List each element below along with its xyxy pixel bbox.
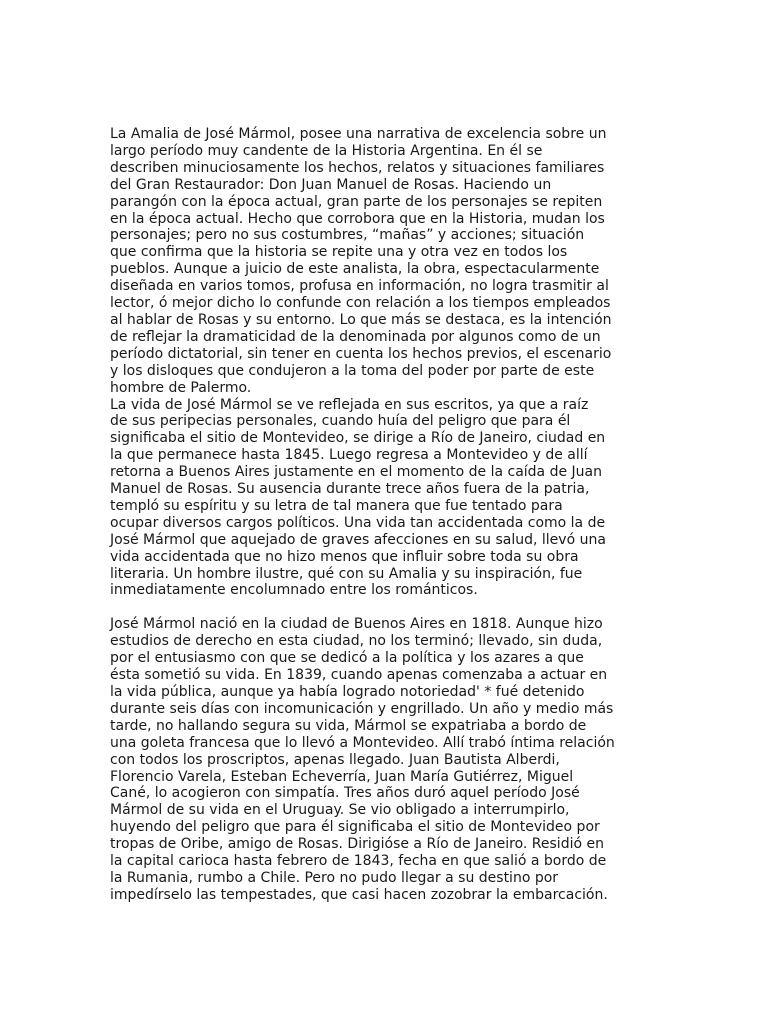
paragraph-gap: [110, 599, 658, 616]
paragraph-amalia-analysis: La Amalia de José Mármol, posee una narrativa de excelencia sobre un largo período muy candente de la Historia Argentina. En él se describen minuciosamente los hechos, relatos y situaciones familiares del Gran Restaurador: Don Juan Manuel de Rosas. Haciendo un parangón con la época actual, gran parte de los personajes se repiten en la época actual. Hecho que corrobora que en la Historia, mudan los personajes; pero no sus costumbres, “mañas” y acciones; situación que confirma que la historia se repite una y otra vez en todos los pueblos. Aunque a juicio de este analista, la obra, espectacularmente diseñada en varios tomos, profusa en información, no logra trasmitir al lector, ó mejor dicho lo confunde con relación a los tiempos empleados al hablar de Rosas y su entorno. Lo que más se destaca, es la intención de reflejar la dramaticidad de la denominada por algunos como de un período dictatorial, sin tener en cuenta los hechos previos, el escenario y los disloques que condujeron a la toma del poder por parte de este hombre de Palermo.: [110, 126, 612, 396]
paragraph-marmol-life: La vida de José Mármol se ve reflejada en sus escritos, ya que a raíz de sus peripecias personales, cuando huía del peligro que para él significaba el sitio de Montevideo, se dirige a Río de Janeiro, ciudad en la que permanece hasta 1845. Luego regresa a Montevideo y de allí retorna a Buenos Aires justamente en el momento de la caída de Juan Manuel de Rosas. Su ausencia durante trece años fuera de la patria, templó su espíritu y su letra de tal manera que fue tentado para ocupar diversos cargos políticos. Una vida tan accidentada como la de José Mármol que aquejado de graves afecciones en su salud, llevó una vida accidentada que no hizo menos que influir sobre toda su obra literaria. Un hombre ilustre, qué con su Amalia y su inspiración, fue inmediatamente encolumnado entre los románticos.: [110, 396, 606, 599]
paragraph-marmol-biography: José Mármol nació en la ciudad de Buenos Aires en 1818. Aunque hizo estudios de derecho en esta ciudad, no los terminó; llevado, sin duda, por el entusiasmo con que se dedicó a la política y los azares a que ésta sometió su vida. En 1839, cuando apenas comenzaba a actuar en la vida pública, aunque ya había logrado notoriedad' * fué detenido durante seis días con incomunicación y engrillado. Un año y medio más tarde, no hallando segura su vida, Mármol se expatriaba a bordo de una goleta francesa que lo llevó a Montevideo. Allí trabó íntima relación con todos los proscriptos, apenas llegado. Juan Bautista Alberdi, Florencio Varela, Esteban Echeverría, Juan María Gutiérrez, Miguel Cané, lo acogieron con simpatía. Tres años duró aquel período José Mármol de su vida en el Uruguay. Se vio obligado a interrumpirlo, huyendo del peligro que para él significaba el sitio de Montevideo por tropas de Oribe, amigo de Rosas. Dirigióse a Río de Janeiro. Residió en la capital carioca hasta febrero de 1843, fecha en que salió a bordo de la Rumania, rumbo a Chile. Pero no pudo llegar a su destino por impedírselo las tempestades, que casi hacen zozobrar la embarcación.: [110, 616, 615, 903]
document-page: [110, 126, 658, 904]
